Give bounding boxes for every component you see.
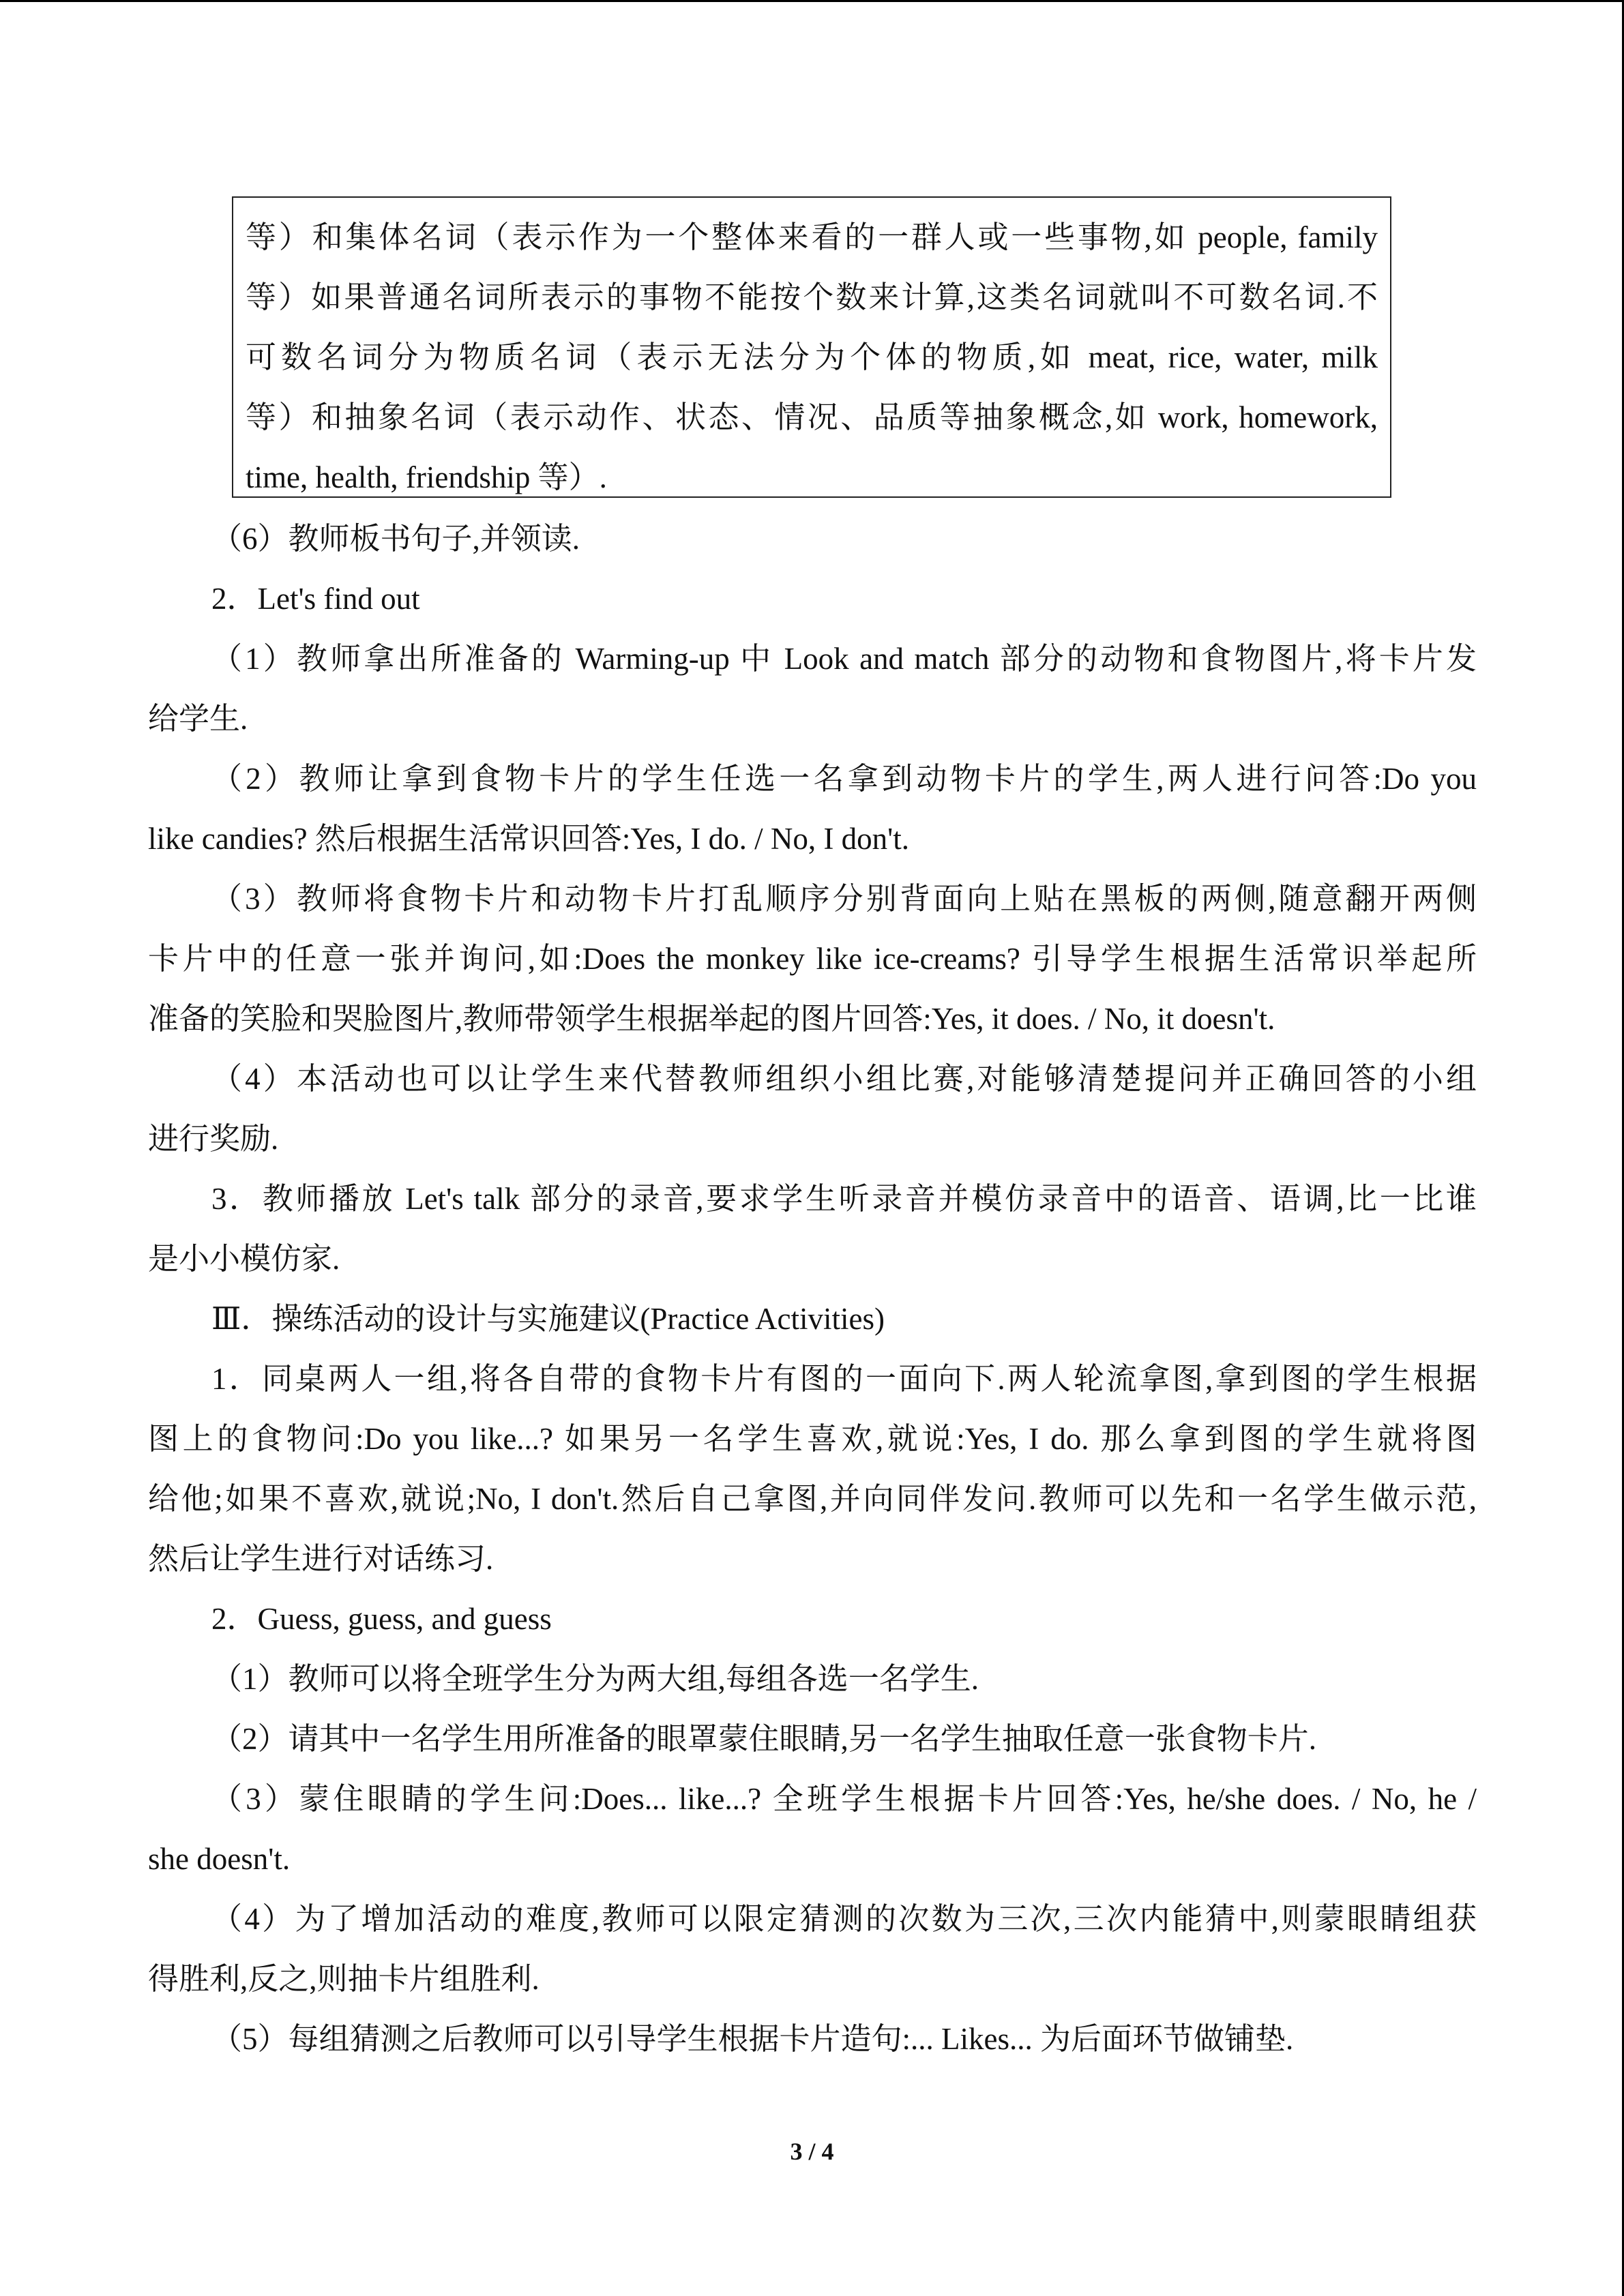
text-line: （1）教师可以将全班学生分为两大组,每组各选一名学生. [211, 1662, 979, 1696]
section-heading: 2．Let's find out [211, 582, 420, 616]
text-line: （3）教师将食物卡片和动物卡片打乱顺序分别背面向上贴在黑板的两侧,随意翻开两侧 [211, 882, 1477, 916]
text-line: 图上的食物问:Do you like...? 如果另一名学生喜欢,就说:Yes, I do. 那么拿到图的学生就将图 [148, 1422, 1477, 1456]
text-line: （1）教师拿出所准备的 Warming-up 中 Look and match 部分的动物和食物图片,将卡片发 [211, 642, 1477, 676]
box-line: 等）和抽象名词（表示动作、状态、情况、品质等抽象概念,如 work, homework, [246, 400, 1378, 434]
box-line: 等）如果普通名词所表示的事物不能按个数来计算,这类名词就叫不可数名词.不 [246, 280, 1378, 314]
text-line: （4）本活动也可以让学生来代替教师组织小组比赛,对能够清楚提问并正确回答的小组 [211, 1062, 1477, 1096]
text-line: 1．同桌两人一组,将各自带的食物卡片有图的一面向下.两人轮流拿图,拿到图的学生根据 [211, 1362, 1477, 1396]
box-line: 可数名词分为物质名词（表示无法分为个体的物质,如 meat, rice, water, milk [246, 340, 1378, 374]
text-line: （4）为了增加活动的难度,教师可以限定猜测的次数为三次,三次内能猜中,则蒙眼睛组获 [211, 1902, 1477, 1936]
top-border-rule [0, 0, 1624, 2]
text-line: （3）蒙住眼睛的学生问:Does... like...? 全班学生根据卡片回答:Yes, he/she does. / No, he / [211, 1782, 1477, 1816]
text-line: （2）教师让拿到食物卡片的学生任选一名拿到动物卡片的学生,两人进行问答:Do you [211, 762, 1477, 796]
text-line: 进行奖励. [148, 1122, 279, 1156]
text-line: （2）请其中一名学生用所准备的眼罩蒙住眼睛,另一名学生抽取任意一张食物卡片. [211, 1722, 1317, 1756]
box-line: 等）和集体名词（表示作为一个整体来看的一群人或一些事物,如 people, family [246, 220, 1378, 254]
text-line: 给学生. [148, 702, 248, 736]
text-line: 卡片中的任意一张并询问,如:Does the monkey like ice-creams? 引导学生根据生活常识举起所 [148, 942, 1477, 976]
text-line: （5）每组猜测之后教师可以引导学生根据卡片造句:... Likes... 为后面环节做铺垫. [211, 2022, 1294, 2056]
section-heading: Ⅲ．操练活动的设计与实施建议(Practice Activities) [211, 1302, 885, 1336]
text-line: 得胜利,反之,则抽卡片组胜利. [148, 1962, 540, 1996]
text-line: 给他;如果不喜欢,就说;No, I don't.然后自己拿图,并向同伴发问.教师可以先和一名学生做示范, [148, 1482, 1477, 1516]
page-number: 3 / 4 [790, 2138, 834, 2165]
text-line: like candies? 然后根据生活常识回答:Yes, I do. / No, I don't. [148, 822, 909, 856]
text-line: 然后让学生进行对话练习. [148, 1542, 494, 1576]
text-line: she doesn't. [148, 1842, 291, 1876]
text-line: 准备的笑脸和哭脸图片,教师带领学生根据举起的图片回答:Yes, it does. / No, it doesn't. [148, 1002, 1275, 1036]
box-line: time, health, friendship 等）. [246, 460, 607, 494]
text-line: 3．教师播放 Let's talk 部分的录音,要求学生听录音并模仿录音中的语音、语调,比一比谁 [211, 1182, 1477, 1216]
section-heading: 2．Guess, guess, and guess [211, 1602, 552, 1636]
text-line: 是小小模仿家. [148, 1242, 340, 1276]
text-line: （6）教师板书句子,并领读. [211, 522, 580, 556]
